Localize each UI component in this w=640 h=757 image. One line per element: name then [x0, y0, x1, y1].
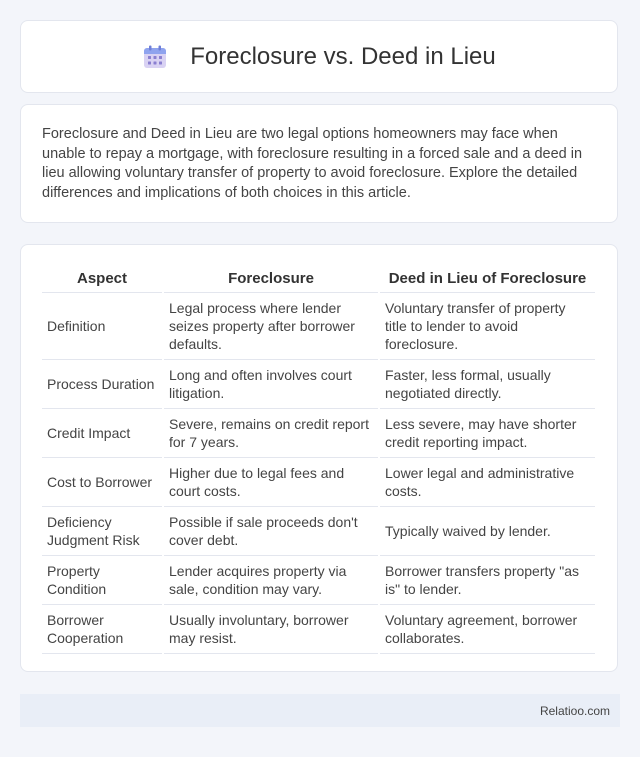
cell-aspect: Definition [42, 293, 162, 360]
cell-deed-in-lieu: Voluntary transfer of property title to lender to avoid foreclosure. [380, 293, 595, 360]
table-row [42, 360, 595, 409]
table-row [42, 605, 595, 654]
table-row [42, 409, 595, 458]
cell-aspect: Deficiency Judgment Risk [42, 507, 162, 556]
table-header-row [42, 265, 595, 293]
intro-text: Foreclosure and Deed in Lieu are two legal options homeowners may face when unable to repay a mortgage, with foreclosure resulting in a forced sale and a deed in lieu allowing voluntary transfer of property to avoid foreclosure. Explore the detailed differences and implications of both choices in this article. [42, 126, 583, 201]
cell-foreclosure: Long and often involves court litigation. [164, 360, 378, 409]
table-row [42, 507, 595, 556]
cell-deed-in-lieu: Faster, less formal, usually negotiated directly. [380, 360, 595, 409]
table-row [42, 293, 595, 360]
cell-aspect: Credit Impact [42, 409, 162, 458]
cell-foreclosure: Higher due to legal fees and court costs. [164, 458, 378, 507]
comparison-table [40, 265, 597, 654]
table-row [42, 556, 595, 605]
cell-deed-in-lieu: Less severe, may have shorter credit reporting impact. [380, 409, 595, 458]
cell-foreclosure: Severe, remains on credit report for 7 years. [164, 409, 378, 458]
header-foreclosure: Foreclosure [164, 265, 378, 293]
footer [20, 694, 620, 727]
cell-foreclosure: Lender acquires property via sale, condition may vary. [164, 556, 378, 605]
cell-deed-in-lieu: Voluntary agreement, borrower collaborates. [380, 605, 595, 654]
cell-foreclosure: Possible if sale proceeds don't cover debt. [164, 507, 378, 556]
title-card [20, 20, 618, 93]
cell-foreclosure: Legal process where lender seizes property after borrower defaults. [164, 293, 378, 360]
intro-card [20, 104, 618, 223]
cell-deed-in-lieu: Typically waived by lender. [380, 507, 595, 556]
cell-aspect: Property Condition [42, 556, 162, 605]
cell-aspect: Cost to Borrower [42, 458, 162, 507]
cell-deed-in-lieu: Lower legal and administrative costs. [380, 458, 595, 507]
header-aspect: Aspect [42, 265, 162, 293]
cell-deed-in-lieu: Borrower transfers property "as is" to lender. [380, 556, 595, 605]
comparison-card [20, 244, 618, 672]
footer-brand: Relatioo.com [539, 703, 610, 718]
header-deed-in-lieu: Deed in Lieu of Foreclosure [380, 265, 595, 293]
cell-aspect: Process Duration [42, 360, 162, 409]
calendar-icon [142, 44, 168, 70]
page-title: Foreclosure vs. Deed in Lieu [190, 42, 496, 70]
table-row [42, 458, 595, 507]
cell-foreclosure: Usually involuntary, borrower may resist. [164, 605, 378, 654]
cell-aspect: Borrower Cooperation [42, 605, 162, 654]
